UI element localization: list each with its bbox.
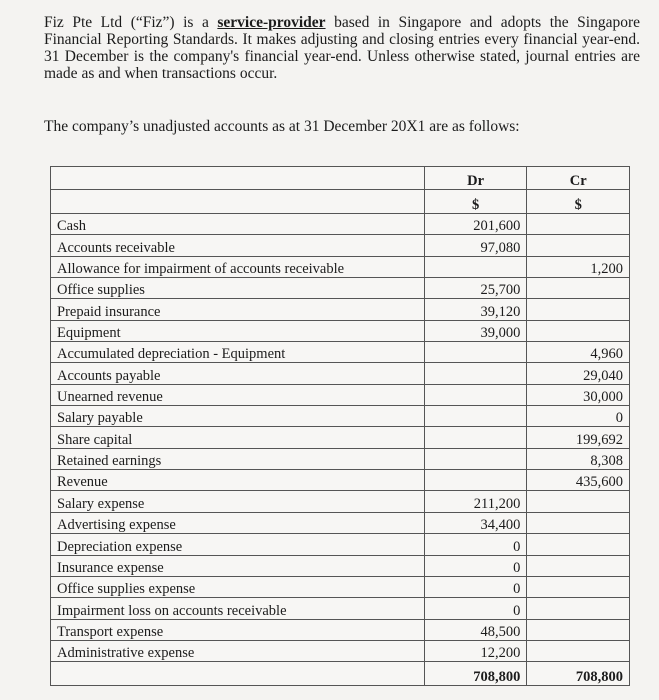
table-row xyxy=(51,640,630,661)
account-cell: Transport expense xyxy=(51,619,425,640)
account-cell: Allowance for impairment of accounts receivable xyxy=(51,256,425,277)
cr-cell: 1,200 xyxy=(527,256,630,277)
service-provider-term: service-provider xyxy=(217,14,326,31)
table-caption: The company’s unadjusted accounts as at 31 December 20X1 are as follows: xyxy=(44,118,520,135)
dr-cell xyxy=(424,341,527,362)
unit-row xyxy=(51,190,630,213)
table-row xyxy=(51,427,630,448)
table-row xyxy=(51,470,630,491)
header-row xyxy=(51,167,630,190)
dr-cell: 0 xyxy=(424,555,527,576)
account-cell: Advertising expense xyxy=(51,512,425,533)
dr-cell: 97,080 xyxy=(424,235,527,256)
account-cell: Accumulated depreciation - Equipment xyxy=(51,341,425,362)
cr-total: 708,800 xyxy=(527,662,630,686)
cr-cell xyxy=(527,555,630,576)
cr-cell xyxy=(527,235,630,256)
cr-cell xyxy=(527,576,630,597)
account-cell: Salary expense xyxy=(51,491,425,512)
dr-cell xyxy=(424,470,527,491)
account-cell: Depreciation expense xyxy=(51,534,425,555)
cr-cell xyxy=(527,598,630,619)
table-row xyxy=(51,598,630,619)
account-cell: Equipment xyxy=(51,320,425,341)
cr-cell xyxy=(527,277,630,298)
account-cell: Accounts receivable xyxy=(51,235,425,256)
dr-cell: 39,120 xyxy=(424,299,527,320)
cr-cell xyxy=(527,534,630,555)
table-row xyxy=(51,576,630,597)
cr-cell xyxy=(527,320,630,341)
account-cell: Impairment loss on accounts receivable xyxy=(51,598,425,619)
totals-row xyxy=(51,662,630,686)
table-row xyxy=(51,320,630,341)
trial-balance-table xyxy=(50,166,630,686)
table-row xyxy=(51,491,630,512)
account-cell: Administrative expense xyxy=(51,640,425,661)
cr-cell: 199,692 xyxy=(527,427,630,448)
dr-total: 708,800 xyxy=(424,662,527,686)
dr-cell: 0 xyxy=(424,534,527,555)
table-row xyxy=(51,256,630,277)
table-row xyxy=(51,277,630,298)
table-row xyxy=(51,213,630,234)
cr-cell: 8,308 xyxy=(527,448,630,469)
dr-header: Dr xyxy=(424,167,527,190)
cr-cell xyxy=(527,491,630,512)
table-row xyxy=(51,534,630,555)
intro-text-end: based in Singapore and adopts the Singapore Financial Reporting Standards. It makes adjusting and closing entries every financial year-end. 31 December is the company's financial year-end. Unless otherwise stated, journal entries are made as and when transactions occur. xyxy=(44,14,640,82)
table-row xyxy=(51,384,630,405)
dr-cell xyxy=(424,256,527,277)
dr-cell: 12,200 xyxy=(424,640,527,661)
cr-cell: 4,960 xyxy=(527,341,630,362)
table-row xyxy=(51,555,630,576)
table-row xyxy=(51,363,630,384)
dr-cell xyxy=(424,406,527,427)
account-cell: Revenue xyxy=(51,470,425,491)
account-cell: Cash xyxy=(51,213,425,234)
cr-cell xyxy=(527,619,630,640)
dr-cell: 48,500 xyxy=(424,619,527,640)
dr-cell: 0 xyxy=(424,576,527,597)
dr-cell xyxy=(424,384,527,405)
dr-cell: 39,000 xyxy=(424,320,527,341)
cr-cell xyxy=(527,213,630,234)
table-row xyxy=(51,512,630,533)
table-row xyxy=(51,619,630,640)
dr-cell: 201,600 xyxy=(424,213,527,234)
cr-unit: $ xyxy=(527,190,630,213)
table-row xyxy=(51,299,630,320)
dr-cell: 0 xyxy=(424,598,527,619)
account-cell: Accounts payable xyxy=(51,363,425,384)
table-row xyxy=(51,448,630,469)
cr-cell: 435,600 xyxy=(527,470,630,491)
intro-paragraph xyxy=(44,14,640,82)
cr-cell: 30,000 xyxy=(527,384,630,405)
table-row xyxy=(51,406,630,427)
totals-label xyxy=(51,662,425,686)
dr-cell xyxy=(424,427,527,448)
account-cell: Office supplies xyxy=(51,277,425,298)
dr-unit: $ xyxy=(424,190,527,213)
dr-cell xyxy=(424,363,527,384)
dr-cell: 34,400 xyxy=(424,512,527,533)
table-row xyxy=(51,235,630,256)
account-cell: Office supplies expense xyxy=(51,576,425,597)
dr-cell: 25,700 xyxy=(424,277,527,298)
account-cell: Prepaid insurance xyxy=(51,299,425,320)
account-cell: Retained earnings xyxy=(51,448,425,469)
cr-cell xyxy=(527,640,630,661)
intro-text-start: Fiz Pte Ltd (“Fiz”) is a xyxy=(44,14,218,31)
account-cell: Share capital xyxy=(51,427,425,448)
account-cell: Unearned revenue xyxy=(51,384,425,405)
cr-cell xyxy=(527,512,630,533)
table-row xyxy=(51,341,630,362)
dr-cell: 211,200 xyxy=(424,491,527,512)
cr-cell: 29,040 xyxy=(527,363,630,384)
cr-cell: 0 xyxy=(527,406,630,427)
account-cell: Salary payable xyxy=(51,406,425,427)
cr-header: Cr xyxy=(527,167,630,190)
unit-blank xyxy=(51,190,425,213)
dr-cell xyxy=(424,448,527,469)
header-blank xyxy=(51,167,425,190)
account-cell: Insurance expense xyxy=(51,555,425,576)
cr-cell xyxy=(527,299,630,320)
